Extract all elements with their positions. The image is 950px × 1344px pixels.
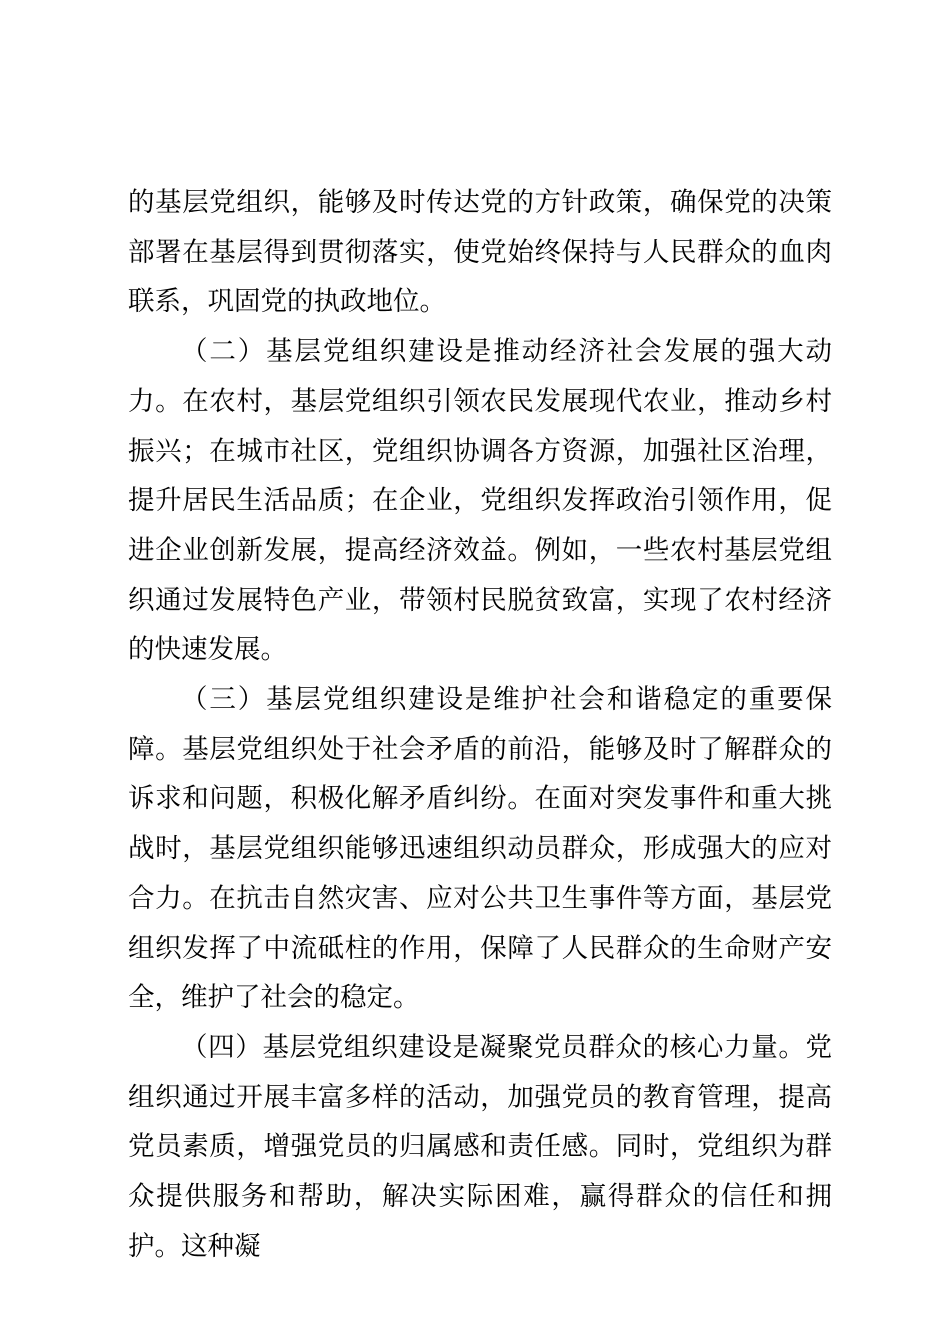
document-page: [128, 178, 832, 1271]
paragraph-section-four: （四）基层党组织建设是凝聚党员群众的核心力量。党组织通过开展丰富多样的活动，加强党员的教育管理，提高党员素质，增强党员的归属感和责任感。同时，党组织为群众提供服务和帮助，解决实际困难，赢得群众的信任和拥护。这种凝: [128, 1031, 832, 1262]
paragraph-continuation: 的基层党组织，能够及时传达党的方针政策，确保党的决策部署在基层得到贯彻落实，使党始终保持与人民群众的血肉联系，巩固党的执政地位。: [128, 187, 832, 318]
paragraph-section-three: （三）基层党组织建设是维护社会和谐稳定的重要保障。基层党组织处于社会矛盾的前沿，能够及时了解群众的诉求和问题，积极化解矛盾纠纷。在面对突发事件和重大挑战时，基层党组织能够迅速组织动员群众，形成强大的应对合力。在抗击自然灾害、应对公共卫生事件等方面，基层党组织发挥了中流砥柱的作用，保障了人民群众的生命财产安全，维护了社会的稳定。: [128, 684, 832, 1014]
paragraph-section-two: （二）基层党组织建设是推动经济社会发展的强大动力。在农村，基层党组织引领农民发展现代农业，推动乡村振兴；在城市社区，党组织协调各方资源，加强社区治理，提升居民生活品质；在企业，党组织发挥政治引领作用，促进企业创新发展，提高经济效益。例如，一些农村基层党组织通过发展特色产业，带领村民脱贫致富，实现了农村经济的快速发展。: [128, 336, 832, 666]
